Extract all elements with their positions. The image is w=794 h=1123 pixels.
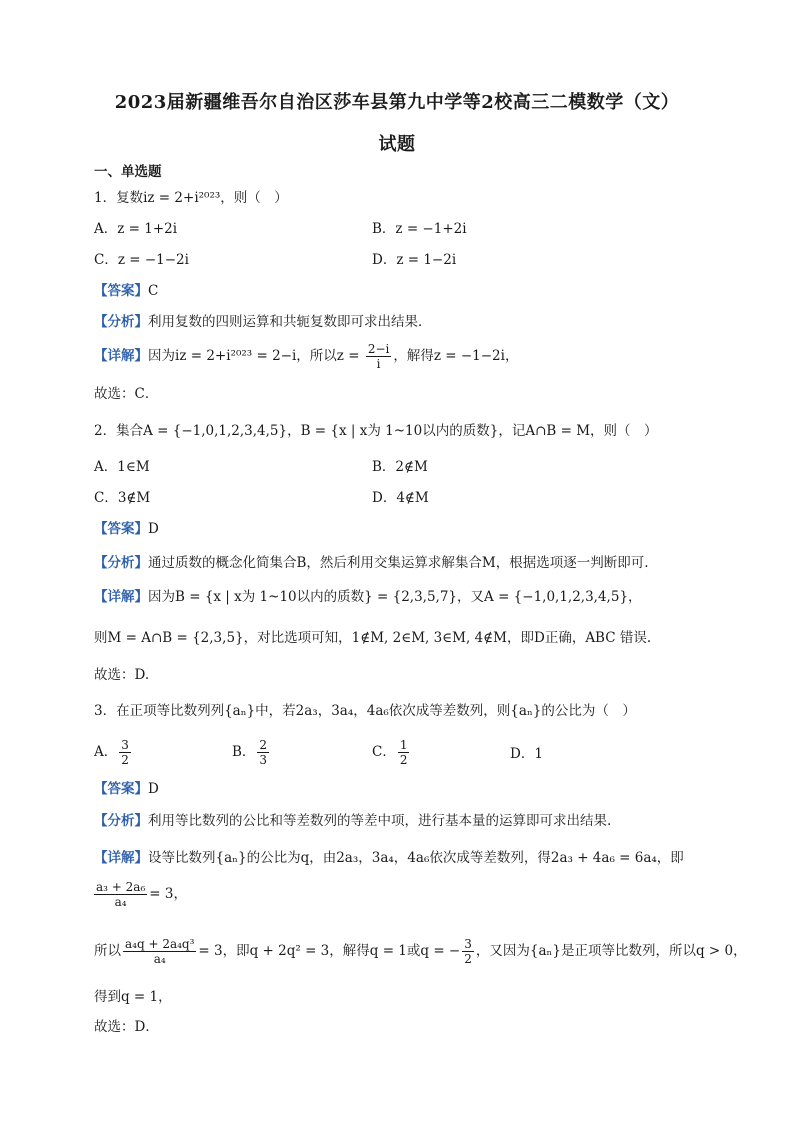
option-label: B．: [232, 744, 256, 760]
option-label: A．: [94, 744, 118, 760]
answer-value: D: [148, 781, 159, 797]
analysis-tag: 【分析】: [94, 314, 148, 330]
option-label: C．: [372, 744, 396, 760]
numerator: 3: [121, 738, 129, 752]
numerator: 2: [259, 738, 268, 752]
q1-answer: [94, 281, 158, 301]
q3-analysis: [94, 811, 611, 831]
detail-text-cont: ，解得z = −1−2i，: [393, 348, 519, 364]
detail-tag: 【详解】: [94, 589, 148, 605]
q2-option-d: D．4∉M: [372, 490, 429, 506]
q2-detail: [94, 587, 642, 607]
numerator: 3: [464, 937, 472, 951]
detail-text: 因为B = {x | x为 1~10以内的质数} = {2,3,5,7}，又A = {−1,0,1,2,3,4,5}，: [148, 589, 642, 605]
answer-value: C: [148, 283, 159, 299]
detail-text: 设等比数列{aₙ}的公比为q，由2a₃，3a₄，4a₆依次成等差数列，得2a₃ + 4a₆ = 6a₄，即: [148, 850, 684, 866]
q2-detail-cont: 则M = A∩B = {2,3,5}，对比选项可知，1∉M, 2∈M, 3∈M, 4∉M，即D正确，ABC 错误.: [94, 630, 652, 646]
denominator: a₄: [114, 895, 127, 909]
q3-result: 得到q = 1，: [94, 989, 172, 1005]
q2-stem: 2．集合A = {−1,0,1,2,3,4,5}，B = {x | x为 1~10以内的质数}，记A∩B = M，则（ ）: [94, 423, 658, 439]
equation-tail: = 3，: [149, 886, 187, 902]
detail-text: 因为iz = 2+i²⁰²³ = 2−i，所以z =: [148, 348, 364, 364]
answer-tag: 【答案】: [94, 781, 148, 797]
section-heading: 一、单选题: [94, 164, 162, 180]
q3-detail: [94, 848, 684, 868]
numerator: a₄q + 2a₄q³: [125, 937, 195, 951]
numerator: 1: [399, 738, 408, 752]
q3-option-c: [372, 738, 411, 767]
q1-conclusion: 故选：C．: [94, 386, 159, 402]
fraction: [257, 738, 269, 767]
numerator: 2−i: [367, 342, 390, 356]
answer-tag: 【答案】: [94, 283, 148, 299]
denominator: 2: [399, 753, 408, 767]
q2-analysis: [94, 553, 649, 573]
answer-value: D: [148, 521, 159, 537]
analysis-text: 利用复数的四则运算和共轭复数即可求出结果．: [148, 314, 432, 330]
denominator: i: [376, 357, 381, 371]
equation-text: = 3，即q + 2q² = 3，解得q = 1或q = −: [198, 943, 461, 959]
document-title: 2023届新疆维吾尔自治区莎车县第九中学等2校高三二模数学（文）: [114, 92, 680, 113]
q3-option-a: [94, 738, 133, 767]
denominator: a₄: [153, 952, 166, 966]
q3-conclusion: 故选：D．: [94, 1019, 159, 1035]
q2-option-a: A．1∈M: [94, 459, 150, 475]
denominator: 2: [464, 952, 472, 966]
fraction: [119, 738, 131, 767]
fraction: [366, 342, 392, 371]
analysis-tag: 【分析】: [94, 813, 148, 829]
text-so: 所以: [94, 943, 121, 959]
detail-tag: 【详解】: [94, 348, 148, 364]
q1-analysis: [94, 312, 432, 332]
fraction: [398, 738, 410, 767]
fraction: [123, 937, 196, 966]
q3-stem: 3．在正项等比数列列{aₙ}中，若2a₃，3a₄，4a₆依次成等差数列，则{aₙ}的公比为（ ）: [94, 703, 636, 719]
analysis-text: 通过质数的概念化简集合B，然后利用交集运算求解集合M，根据选项逐一判断即可.: [148, 555, 649, 571]
fraction: [94, 880, 147, 909]
q3-fraction-line: [94, 880, 187, 909]
answer-tag: 【答案】: [94, 521, 148, 537]
detail-tag: 【详解】: [94, 850, 148, 866]
q1-option-a: A．z = 1+2i: [94, 221, 178, 237]
denominator: 2: [121, 753, 129, 767]
q1-option-c: C．z = −1−2i: [94, 252, 189, 268]
q3-option-b: [232, 738, 271, 767]
analysis-tag: 【分析】: [94, 555, 148, 571]
q1-option-b: B．z = −1+2i: [372, 221, 467, 237]
document-title-cont: 试题: [378, 134, 416, 155]
q1-option-d: D．z = 1−2i: [372, 252, 457, 268]
fraction: [462, 937, 474, 966]
q2-option-c: C．3∉M: [94, 490, 151, 506]
q2-conclusion: 故选：D.: [94, 667, 150, 683]
denominator: 3: [259, 753, 268, 767]
q2-option-b: B．2∉M: [372, 459, 428, 475]
q3-option-d: D．1: [510, 746, 543, 762]
q1-stem: 1．复数iz = 2+i²⁰²³，则（ ）: [94, 190, 288, 206]
numerator: a₃ + 2a₆: [96, 880, 146, 894]
q3-answer: [94, 779, 159, 799]
q3-solve-line: [94, 937, 747, 966]
equation-text-cont: ，又因为{aₙ}是正项等比数列，所以q > 0，: [475, 943, 747, 959]
q2-answer: [94, 519, 159, 539]
q1-detail: [94, 342, 518, 371]
analysis-text: 利用等比数列的公比和等差数列的等差中项，进行基本量的运算即可求出结果.: [148, 813, 612, 829]
